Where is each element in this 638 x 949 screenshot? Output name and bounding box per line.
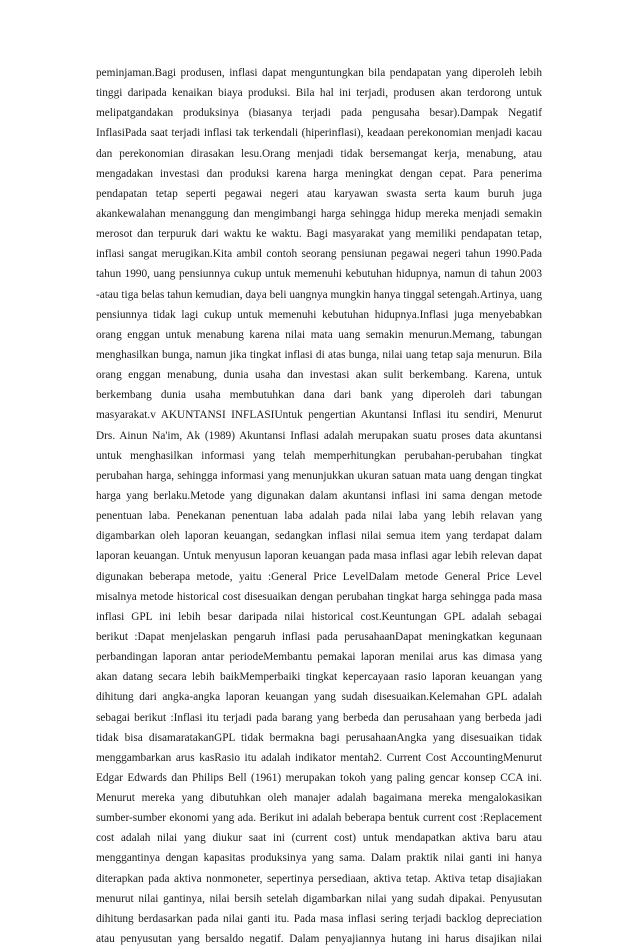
text-line: Menurut mereka yang dibutuhkan oleh manajer adalah bagaimana mereka mengalokasikan: [96, 792, 542, 805]
text-line: laporan keuangan. Untuk menyusun laporan keuangan pada masa inflasi agar lebih relevan dapat: [96, 550, 542, 563]
text-line: berikut :Dapat menjelaskan pengaruh inflasi pada perusahaanDapat meningkatkan kegunaan: [96, 630, 542, 643]
text-line: cost adalah nilai yang diukur saat ini (current cost) untuk mendapatkan aktiva baru atau: [96, 832, 542, 845]
text-line: menghasilkan bunga, namun jika tingkat inflasi di atas bunga, nilai uang tetap saja menurun. Bila: [96, 348, 542, 361]
text-line: akankewalahan menanggung dan mengimbangi harga sehingga hidup mereka menjadi semakin: [96, 207, 542, 220]
text-line: -atau tiga belas tahun kemudian, daya beli uangnya mungkin hanya tinggal setengah.Artinya, uang: [96, 288, 542, 301]
text-line: orang enggan menabung, dunia usaha dan investasi akan sulit berkembang. Karena, untuk: [96, 369, 542, 382]
text-line: berkembang dunia usaha membutuhkan dana dari bank yang diperoleh dari tabungan: [96, 389, 542, 402]
text-line: untuk menghasilkan informasi yang telah memperhitungkan perubahan-perubahan tingkat: [96, 449, 542, 462]
text-line: misalnya metode historical cost disesuaikan dengan perubahan tingkat harga sehingga pada masa: [96, 590, 542, 603]
text-line: menggambarkan arus kasRasio itu adalah indikator mentah2. Current Cost AccountingMenurut: [96, 751, 542, 764]
text-line: tinggi daripada kenaikan biaya produksi. Bila hal ini terjadi, produsen akan terdorong untuk: [96, 87, 542, 100]
text-line: melipatgandakan produksinya (biasanya terjadi pada pengusaha besar).Dampak Negatif: [96, 107, 542, 120]
text-line: Drs. Ainun Na'im, Ak (1989) Akuntansi Inflasi adalah merupakan suatu proses data akuntansi: [96, 429, 542, 442]
text-line: perbandingan laporan antar periodeMembantu pemakai laporan menilai arus kas dimasa yang: [96, 651, 542, 664]
text-line: inflasi GPL ini lebih besar daripada nilai historical cost.Keuntungan GPL adalah sebagai: [96, 610, 542, 623]
text-line: digambarkan oleh laporan keuangan, sedangkan inflasi nilai semua item yang terdapat dalam: [96, 530, 542, 543]
text-line: Edgar Edwards dan Philips Bell (1961) merupakan tokoh yang paling gencar konsep CCA ini.: [96, 771, 542, 784]
text-line: atau penyusutan yang bersaldo negatif. Dalam penyajiannya hutang ini harus disajikan nilai: [96, 933, 542, 946]
text-line: menggantinya dengan kapasitas produksinya yang sama. Dalam praktik nilai ganti ini hanya: [96, 852, 542, 865]
text-line: dihitung berdasarkan pada nilai ganti itu. Pada masa inflasi sering terjadi backlog depreciation: [96, 912, 542, 925]
text-line: pensiunnya tidak lagi cukup untuk memenuhi kebutuhan hidupnya.Inflasi juga menyebabkan: [96, 308, 542, 321]
text-line: pendapatan tetap seperti pegawai negeri atau karyawan swasta serta kaum buruh juga: [96, 187, 542, 200]
text-line: inflasi sangat merugikan.Kita ambil contoh seorang pensiunan pegawai negeri tahun 1990.Pada: [96, 248, 542, 261]
text-line: merosot dan terpuruk dari waktu ke waktu. Bagi masyarakat yang memiliki pendapatan tetap,: [96, 228, 542, 241]
text-line: orang enggan untuk menabung karena nilai mata uang semakin menurun.Memang, tabungan: [96, 328, 542, 341]
text-line: mengadakan investasi dan produksi karena harga meningkat dengan cepat. Para penerima: [96, 167, 542, 180]
text-line: tahun 1990, uang pensiunnya cukup untuk memenuhi kebutuhan hidupnya, namun di tahun 2003: [96, 268, 542, 281]
text-line: masyarakat.v AKUNTANSI INFLASIUntuk pengertian Akuntansi Inflasi itu sendiri, Menurut: [96, 409, 542, 422]
text-line: menurut nilai gantinya, nilai bersih setelah digambarkan nilai yang sudah dipakai. Penyusutan: [96, 892, 542, 905]
text-line: peminjaman.Bagi produsen, inflasi dapat menguntungkan bila pendapatan yang diperoleh lebih: [96, 67, 542, 79]
text-line: InflasiPada saat terjadi inflasi tak terkendali (hiperinflasi), keadaan perekonomian menjadi kacau: [96, 127, 542, 140]
text-line: sumber-sumber ekonomi yang ada. Berikut ini adalah beberapa bentuk current cost :Replacement: [96, 812, 542, 825]
text-line: perubahan harga, sehingga informasi yang menunjukkan ukuran satuan mata uang dengan tingkat: [96, 469, 542, 482]
text-line: akan datang secara lebih baikMemperbaiki tingkat kepercayaan rasio laporan keuangan yang: [96, 671, 542, 684]
text-line: penentuan laba. Penekanan penentuan laba adalah pada nilai laba yang lebih relavan yang: [96, 510, 542, 523]
text-line: harga yang berlaku.Metode yang digunakan dalam akuntansi inflasi ini sama dengan metode: [96, 489, 542, 502]
text-line: dan perekonomian dirasakan lesu.Orang menjadi tidak bersemangat kerja, menabung, atau: [96, 147, 542, 160]
text-line: sebagai berikut :Inflasi itu terjadi pada barang yang berbeda dan perusahaan yang berbeda jadi: [96, 711, 542, 724]
text-line: diterapkan pada aktiva nonmoneter, sepertinya persediaan, aktiva tetap. Aktiva tetap disajiakan: [96, 872, 542, 885]
text-line: digunakan beberapa metode, yaitu :General Price LevelDalam metode General Price Level: [96, 570, 542, 583]
body-text: [96, 63, 542, 949]
text-line: dihitung dari angka-angka laporan keuangan yang sudah disesuaikan.Kelemahan GPL adalah: [96, 691, 542, 704]
text-line: tidak bisa disamaratakanGPL tidak bermakna bagi perusahaanAngka yang disesuaikan tidak: [96, 731, 542, 744]
